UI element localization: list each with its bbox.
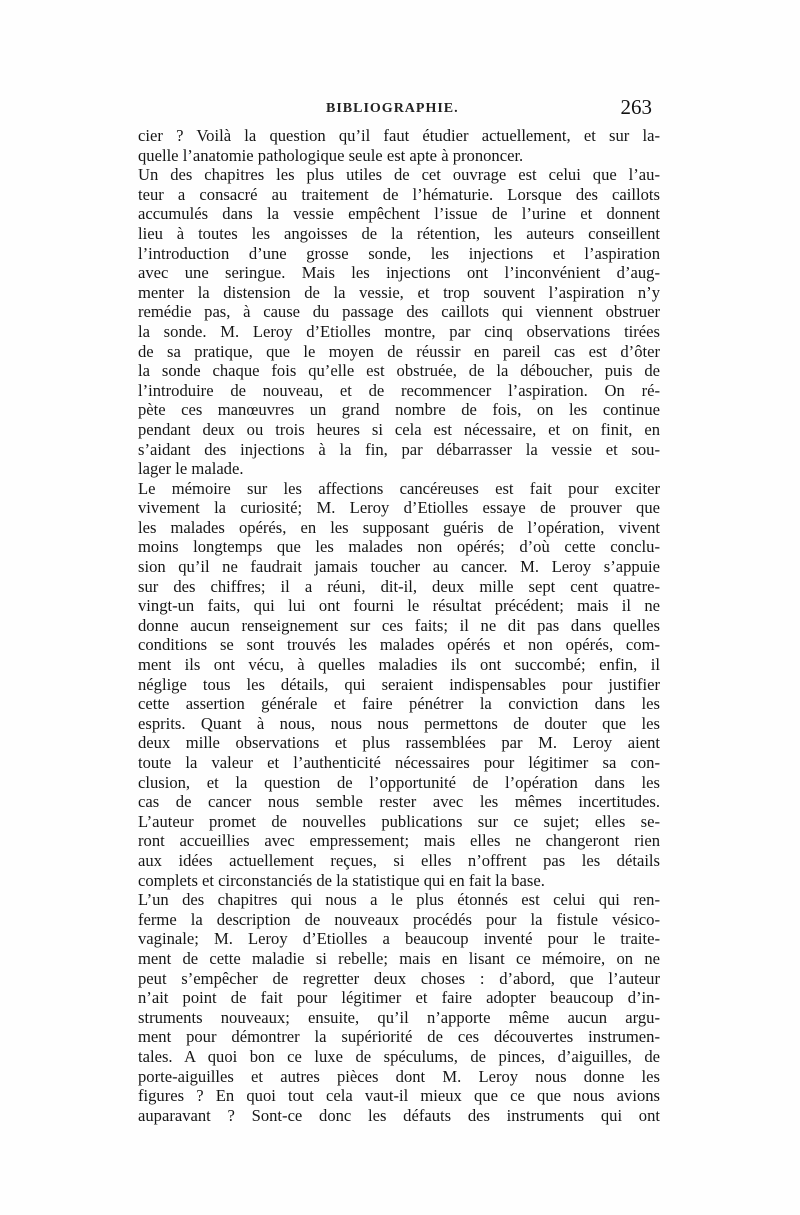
text-line: ment pour démontrer la supériorité de ces découvertes instrumen- [138,1027,660,1047]
text-line: pète ces manœuvres un grand nombre de fois, on les continue [138,400,660,420]
text-line: de sa pratique, que le moyen de réussir en pareil cas est d’ôter [138,341,660,361]
text-line: néglige tous les détails, qui seraient indispensables pour justifier [138,674,660,694]
text-line: ment ils ont vécu, à quelles maladies ils ont succombé; enfin, il [138,655,660,675]
text-line: n’ait point de fait pour légitimer et faire adopter beaucoup d’in- [138,988,660,1008]
text-line: l’introduction d’une grosse sonde, les injections et l’aspiration [138,243,660,263]
text-line: aux idées actuellement reçues, si elles n’offrent pas les détails [138,850,660,870]
running-head: BIBLIOGRAPHIE. [326,101,459,116]
text-line: figures ? En quoi tout cela vaut-il mieux que ce que nous avions [138,1086,660,1106]
text-line: peut s’empêcher de regretter deux choses : d’abord, que l’auteur [138,968,660,988]
text-line: lieu à toutes les angoisses de la rétention, les auteurs conseillent [138,223,660,243]
text-line: la sonde. M. Leroy d’Etiolles montre, par cinq observations tirées [138,321,660,341]
text-line: tales. A quoi bon ce luxe de spéculums, de pinces, d’aiguilles, de [138,1046,660,1066]
text-line: Un des chapitres les plus utiles de cet ouvrage est celui que l’au- [138,165,660,185]
text-line: cette assertion générale et faire pénétrer la conviction dans les [138,694,660,714]
text-line: les malades opérés, en les supposant guéris de l’opération, vivent [138,517,660,537]
text-line: accumulés dans la vessie empêchent l’issue de l’urine et donnent [138,204,660,224]
text-line: sur des chiffres; il a réuni, dit-il, deux mille sept cent quatre- [138,576,660,596]
text-line: moins longtemps que les malades non opérés; d’où cette conclu- [138,537,660,557]
text-line: ront accueillies avec empressement; mais elles ne changeront rien [138,831,660,851]
text-line: ment de cette maladie si rebelle; mais en lisant ce mémoire, on ne [138,948,660,968]
text-line: deux mille observations et plus rassemblées par M. Leroy aient [138,733,660,753]
text-line: avec une seringue. Mais les injections ont l’inconvénient d’aug- [138,263,660,283]
text-line: vaginale; M. Leroy d’Etiolles a beaucoup inventé pour le traite- [138,929,660,949]
text-line: auparavant ? Sont-ce donc les défauts des instruments qui ont [138,1105,660,1125]
text-line: pendant deux ou trois heures si cela est nécessaire, et on finit, en [138,419,660,439]
text-line: porte-aiguilles et autres pièces dont M. Leroy nous donne les [138,1066,660,1086]
text-line: sion qu’il ne faudrait jamais toucher au cancer. M. Leroy s’appuie [138,557,660,577]
text-line: teur a consacré au traitement de l’hématurie. Lorsque des caillots [138,184,660,204]
text-line: Le mémoire sur les affections cancéreuses est fait pour exciter [138,478,660,498]
text-line: ferme la description de nouveaux procédés pour la fistule vésico- [138,909,660,929]
text-line: s’aidant des injections à la fin, par débarrasser la vessie et sou- [138,439,660,459]
text-line: remédie pas, à cause du passage des caillots qui viennent obstruer [138,302,660,322]
text-line: cier ? Voilà la question qu’il faut étudier actuellement, et sur la- [138,126,660,145]
page-header [138,95,660,123]
body-text [138,126,660,1125]
text-line: vivement la curiosité; M. Leroy d’Etiolles essaye de prouver que [138,498,660,518]
page-number: 263 [620,95,652,119]
text-line: la sonde chaque fois qu’elle est obstruée, de la déboucher, puis de [138,361,660,381]
text-line: clusion, et la question de l’opportunité de l’opération dans les [138,772,660,792]
text-line: toute la valeur et l’authenticité nécessaires pour légitimer sa con- [138,753,660,772]
text-line: cas de cancer nous semble rester avec les mêmes incertitudes. [138,792,660,812]
text-line: menter la distension de la vessie, et trop souvent l’aspiration n’y [138,282,660,302]
text-line: complets et circonstanciés de la statistique qui en fait la base. [138,870,545,890]
text-line: conditions se sont trouvés les malades opérés et non opérés, com- [138,635,660,655]
text-line: esprits. Quant à nous, nous nous permettons de douter que les [138,713,660,733]
text-line: l’introduire de nouveau, et de recommencer l’aspiration. On ré- [138,380,660,400]
text-line: struments nouveaux; ensuite, qu’il n’apporte même aucun argu- [138,1007,660,1027]
text-line: donne aucun renseignement sur ces faits; il ne dit pas dans quelles [138,615,660,635]
text-line: L’un des chapitres qui nous a le plus étonnés est celui qui ren- [138,890,660,910]
text-line: lager le malade. [138,459,244,479]
text-line: vingt-un faits, qui lui ont fourni le résultat précédent; mais il ne [138,596,660,616]
text-line: quelle l’anatomie pathologique seule est apte à prononcer. [138,145,524,165]
text-line: L’auteur promet de nouvelles publications sur ce sujet; elles se- [138,811,660,831]
